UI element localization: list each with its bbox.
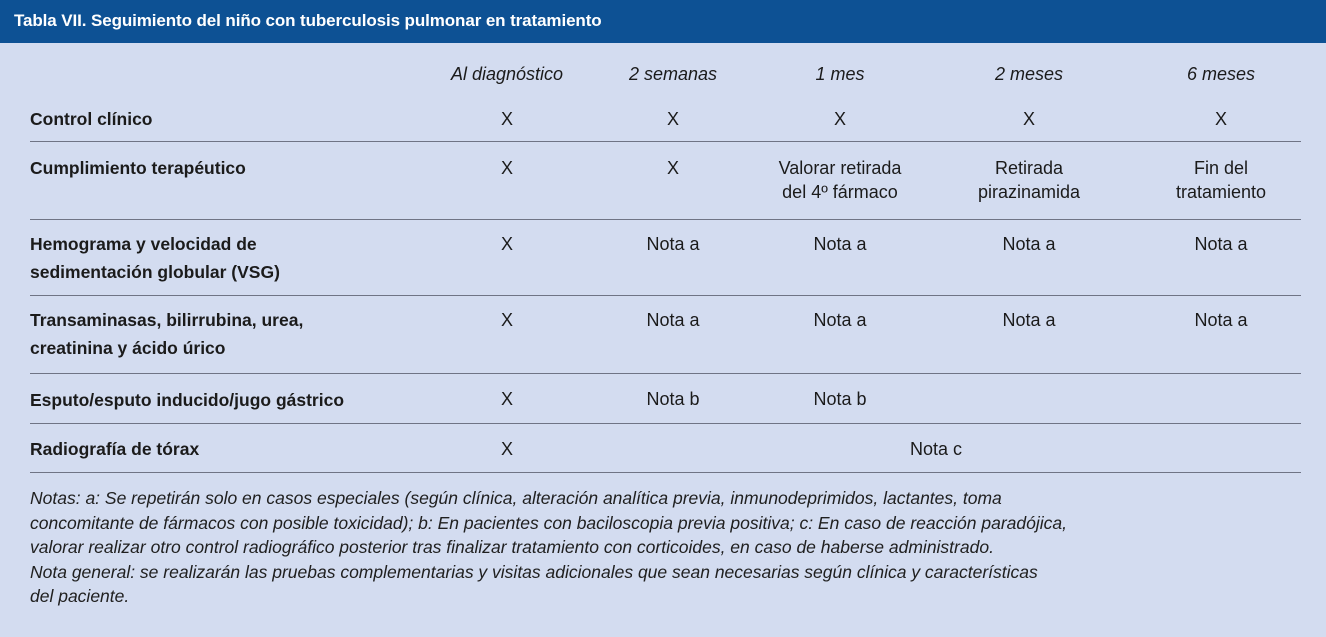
table-cell: X [500, 310, 513, 330]
table-cell: X [500, 158, 513, 178]
table-cell: Valorar retirada del 4º fármaco [778, 158, 902, 202]
column-header-row [30, 43, 1301, 93]
row-label: Control clínico [30, 109, 153, 129]
table-row [30, 93, 1301, 142]
table-cell: Nota a [1002, 310, 1056, 330]
notes-line: Notas: a: Se repetirán solo en casos especiales (según clínica, alteración analítica previa, inmunodeprimidos, lactantes, toma [30, 488, 1002, 508]
table-cell: Nota a [1194, 234, 1248, 254]
table-title: Tabla VII. Seguimiento del niño con tuberculosis pulmonar en tratamiento [0, 0, 1326, 43]
table-cell: X [666, 109, 679, 129]
row-label: Cumplimiento terapéutico [30, 158, 246, 178]
table-row [30, 374, 1301, 424]
row-label: Esputo/esputo inducido/jugo gástrico [30, 390, 345, 410]
column-header: 1 mes [815, 64, 865, 84]
column-header: 2 semanas [628, 64, 718, 84]
table-cell: Nota a [1002, 234, 1056, 254]
column-header: Al diagnóstico [450, 64, 564, 84]
table-cell: Retirada pirazinamida [977, 158, 1081, 202]
table-cell: Nota b [813, 389, 867, 409]
table-cell: Nota a [813, 234, 867, 254]
table-cell: Nota a [646, 310, 700, 330]
table-cell: X [833, 109, 846, 129]
table-cell: Nota a [1194, 310, 1248, 330]
row-label: Hemograma y velocidad de sedimentación globular (VSG) [30, 234, 280, 282]
follow-up-table [30, 43, 1301, 473]
notes-line: valorar realizar otro control radiográfico posterior tras finalizar tratamiento con corticoides, en caso de haberse administrado. [30, 537, 994, 557]
table-row [30, 220, 1301, 296]
table-cell: X [500, 109, 513, 129]
table-notes [30, 486, 1302, 609]
row-label: Radiografía de tórax [30, 439, 200, 459]
table-cell: X [500, 234, 513, 254]
table-cell: Nota b [646, 389, 700, 409]
notes-line: del paciente. [30, 586, 130, 606]
row-label: Transaminasas, bilirrubina, urea, creatinina y ácido úrico [30, 310, 304, 358]
table-row [30, 296, 1301, 374]
table-cell: X [1022, 109, 1035, 129]
notes-line: Nota general: se realizarán las pruebas complementarias y visitas adicionales que sean necesarias según clínica y características [30, 561, 1038, 582]
column-header: 2 meses [994, 64, 1064, 84]
table-cell: X [500, 389, 513, 409]
column-header: 6 meses [1186, 64, 1256, 84]
notes-line: concomitante de fármacos con posible toxicidad); b: En pacientes con baciloscopia previa positiva; c: En caso de reacción paradójica, [30, 512, 1067, 533]
table-cell: X [666, 158, 679, 178]
table-cell-spanning: Nota c [909, 439, 963, 459]
table-row [30, 424, 1301, 473]
table-cell: Nota a [646, 234, 700, 254]
table-cell: Nota a [813, 310, 867, 330]
table-cell: X [500, 439, 513, 459]
table-cell: X [1214, 109, 1227, 129]
table-cell: Fin del tratamiento [1175, 158, 1267, 202]
table-row [30, 142, 1301, 220]
